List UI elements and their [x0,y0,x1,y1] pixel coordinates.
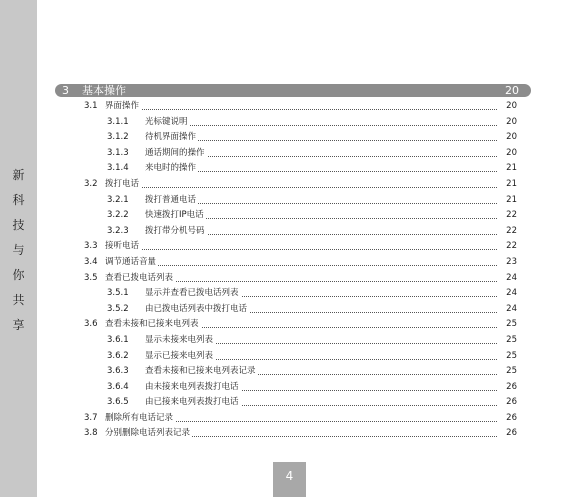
toc-entry-title: 查看未接和已接来电列表记录 [145,364,258,380]
toc-entry-title: 查看未接和已接来电列表 [105,317,201,333]
sidebar-char: 技 [12,218,25,232]
toc-entry-page: 25 [497,364,517,380]
sidebar-char: 科 [12,193,25,207]
toc-entry-page: 20 [497,99,517,115]
sidebar-char: 享 [12,318,25,332]
toc-entry[interactable] [0,146,579,162]
toc-entry-title: 显示未接来电列表 [145,333,215,349]
toc-entry[interactable] [0,208,579,224]
toc-entry-title: 删除所有电话记录 [105,411,175,427]
toc-entry-title: 光标键说明 [145,115,190,131]
toc-entry-number: 3.5.1 [107,288,129,299]
toc-entry-title: 待机界面操作 [145,130,198,146]
toc-entry-title: 显示已接来电列表 [145,349,215,365]
toc-entry-page: 22 [497,224,517,240]
sidebar-char: 共 [12,293,25,307]
toc-entry-number: 3.6.1 [107,334,129,345]
page-number: 4 [273,462,306,497]
toc-entry-number: 3.5.2 [107,303,129,314]
toc-entry-page: 25 [497,349,517,365]
toc-entry-number: 3.3 [84,241,98,252]
toc-entry[interactable] [0,302,579,318]
toc-entry[interactable] [0,349,579,365]
toc-entry-page: 24 [497,271,517,287]
dot-leader [105,109,509,110]
dot-leader [145,171,509,172]
toc-entry-title: 拨打电话 [105,177,141,193]
toc-entry[interactable] [0,333,579,349]
toc-entry-page: 24 [497,286,517,302]
toc-entry[interactable] [0,380,579,396]
toc-entry[interactable] [0,177,579,193]
toc-entry-title: 显示并查看已拨电话列表 [145,286,241,302]
table-of-contents [0,99,579,442]
toc-entry-number: 3.1 [84,101,98,111]
toc-entry-title: 界面操作 [105,99,141,115]
toc-entry[interactable] [0,130,579,146]
chapter-heading[interactable] [55,84,531,97]
toc-entry-number: 3.6.2 [107,350,129,361]
chapter-page: 20 [505,84,519,97]
toc-entry-number: 3.1.3 [107,147,129,158]
toc-entry-number: 3.2.3 [107,225,129,236]
sidebar-char: 新 [12,168,25,182]
toc-entry[interactable] [0,161,579,177]
toc-entry-title: 调节通话音量 [105,255,158,271]
toc-entry[interactable] [0,411,579,427]
toc-entry-title: 分别删除电话列表记录 [105,426,192,442]
toc-entry-number: 3.6.4 [107,381,129,392]
sidebar-char: 与 [12,243,25,257]
toc-entry-page: 20 [497,146,517,162]
chapter-title: 基本操作 [82,84,126,97]
toc-entry-page: 20 [497,130,517,146]
toc-entry[interactable] [0,224,579,240]
toc-entry-page: 22 [497,239,517,255]
toc-entry-title: 快速拨打IP电话 [145,208,206,224]
toc-entry-page: 23 [497,255,517,271]
toc-entry[interactable] [0,426,579,442]
toc-entry-title: 通话期间的操作 [145,146,207,162]
toc-entry[interactable] [0,317,579,333]
toc-entry-number: 3.2.2 [107,210,129,221]
toc-entry-number: 3.8 [84,428,98,439]
toc-entry-number: 3.5 [84,272,98,283]
toc-entry-number: 3.1.1 [107,116,129,127]
toc-entry-page: 22 [497,208,517,224]
sidebar-char: 你 [12,268,25,282]
dot-leader [105,187,509,188]
toc-entry-page: 26 [497,426,517,442]
toc-entry-page: 26 [497,395,517,411]
toc-entry[interactable] [0,255,579,271]
toc-entry-number: 3.2 [84,178,98,189]
toc-entry-page: 25 [497,317,517,333]
toc-entry-page: 21 [497,177,517,193]
dot-leader [105,265,509,266]
toc-entry[interactable] [0,395,579,411]
dot-leader [145,125,509,126]
toc-entry-page: 26 [497,411,517,427]
toc-entry-page: 26 [497,380,517,396]
toc-entry[interactable] [0,99,579,115]
toc-entry-number: 3.6.3 [107,366,129,377]
toc-entry-title: 拨打带分机号码 [145,224,207,240]
toc-entry-title: 由未接来电列表拨打电话 [145,380,241,396]
toc-entry-page: 20 [497,115,517,131]
toc-entry-page: 21 [497,193,517,209]
toc-entry-title: 查看已拨电话列表 [105,271,175,287]
toc-entry-number: 3.1.2 [107,132,129,143]
toc-entry-number: 3.4 [84,256,98,267]
toc-entry-title: 由已拨电话列表中拨打电话 [145,302,249,318]
dot-leader [145,203,509,204]
toc-entry[interactable] [0,286,579,302]
toc-entry[interactable] [0,364,579,380]
toc-entry[interactable] [0,115,579,131]
toc-entry[interactable] [0,271,579,287]
toc-entry[interactable] [0,193,579,209]
toc-entry-page: 21 [497,161,517,177]
toc-entry[interactable] [0,239,579,255]
toc-entry-title: 接听电话 [105,239,141,255]
toc-entry-title: 拨打普通电话 [145,193,198,209]
toc-entry-page: 24 [497,302,517,318]
toc-entry-page: 25 [497,333,517,349]
toc-entry-number: 3.2.1 [107,194,129,205]
toc-entry-title: 由已接来电列表拨打电话 [145,395,241,411]
toc-entry-number: 3.1.4 [107,163,129,174]
dot-leader [105,249,509,250]
dot-leader [145,140,509,141]
toc-entry-number: 3.7 [84,412,98,423]
toc-entry-number: 3.6.5 [107,397,129,408]
toc-entry-title: 来电时的操作 [145,161,198,177]
chapter-number: 3 [62,84,69,97]
toc-entry-number: 3.6 [84,319,98,330]
